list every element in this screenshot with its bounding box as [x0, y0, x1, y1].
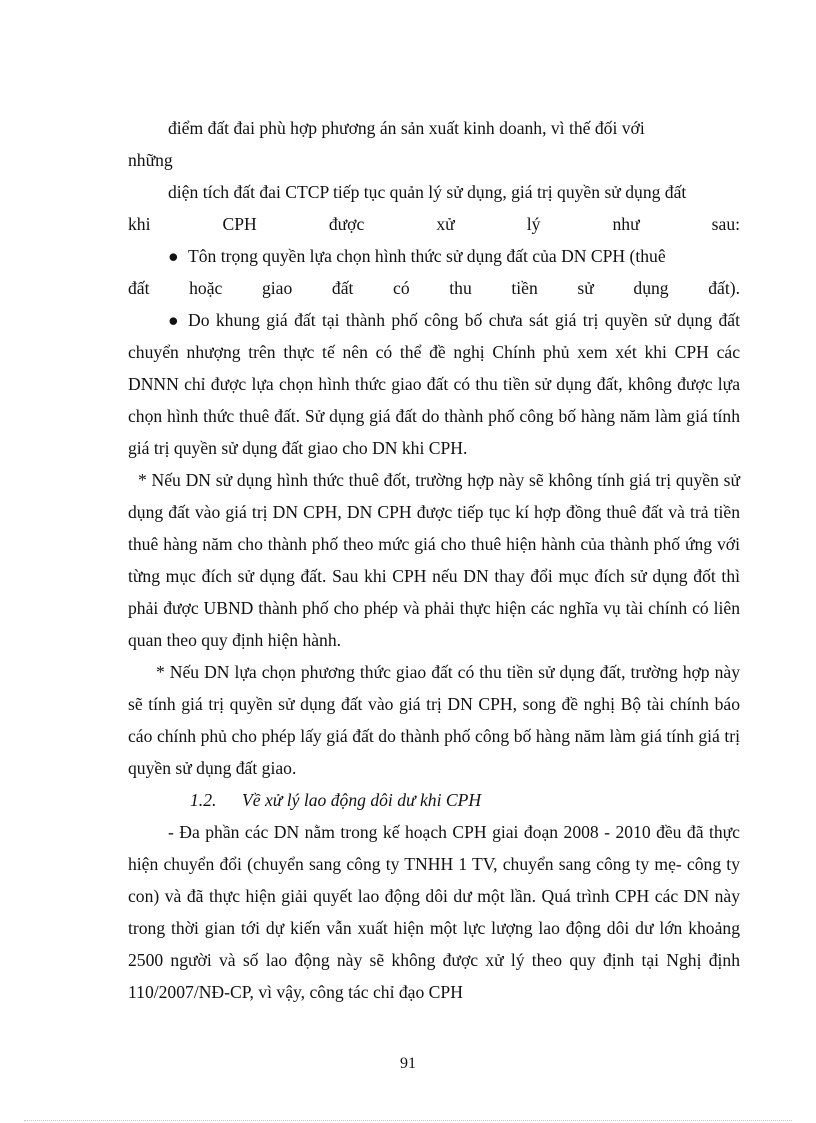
bullet-item-1-text: Tôn trọng quyền lựa chọn hình thức sử dụng đất của DN CPH (thuê — [188, 246, 666, 266]
section-heading — [128, 784, 740, 816]
bullet-icon: ● — [168, 310, 179, 330]
bullet-item-2 — [128, 304, 740, 464]
final-paragraph: - Đa phần các DN nằm trong kế hoạch CPH giai đoạn 2008 - 2010 đều đã thực hiện chuyển đổi (chuyển sang công ty TNHH 1 TV, chuyển sang công ty mẹ- công ty con) và đã thực hiện giải quyết lao động dôi dư một lần. Quá trình CPH các DN này trong thời gian tới dự kiến vẫn xuất hiện một lực lượng lao động dôi dư lớn khoảng 2500 người và số lao động này sẽ không được xử lý theo quy định tại Nghị định 110/2007/NĐ-CP, vì vậy, công tác chỉ đạo CPH — [128, 822, 740, 1002]
section-heading-number: 1.2. — [190, 790, 217, 810]
bullet-item-1 — [128, 240, 740, 272]
page-number: 91 — [400, 1055, 416, 1072]
paragraph-line-3: diện tích đất đai CTCP tiếp tục quản lý sử dụng, giá trị quyền sử dụng đất — [168, 182, 687, 202]
bullet-item-1-continuation: đất hoặc giao đất có thu tiền sử dụng đất). — [128, 278, 740, 298]
paragraph-line-1: điểm đất đai phù hợp phương án sản xuất kinh doanh, vì thế đối với — [168, 118, 645, 138]
star-paragraph-2: * Nếu DN lựa chọn phương thức giao đất có thu tiền sử dụng đất, trường hợp này sẽ tính giá trị quyền sử dụng đất vào giá trị DN CPH, song đề nghị Bộ tài chính báo cáo chính phủ cho phép lấy giá đất do thành phố công bố hàng năm làm giá tính giá trị quyền sử dụng đất giao. — [128, 662, 740, 778]
bullet-icon: ● — [168, 246, 179, 266]
section-heading-title: Về xử lý lao động dôi dư khi CPH — [242, 790, 482, 810]
bullet-item-2-text: Do khung giá đất tại thành phố công bố chưa sát giá trị quyền sử dụng đất chuyển nhượng trên thực tế nên có thể đề nghị Chính phủ xem xét khi CPH các DNNN chỉ được lựa chọn hình thức giao đất có thu tiền sử dụng đất, không được lựa chọn hình thức thuê đất. Sử dụng giá đất do thành phố công bố hàng năm làm giá tính giá trị quyền sử dụng đất giao cho DN khi CPH. — [128, 310, 740, 458]
page-bottom-divider — [24, 1120, 792, 1121]
paragraph-line-2: những — [128, 150, 173, 170]
star-paragraph-1: * Nếu DN sử dụng hình thức thuê đốt, trường hợp này sẽ không tính giá trị quyền sử dụng đất vào giá trị DN CPH, DN CPH được tiếp tục kí hợp đồng thuê đất và trả tiền thuê hàng năm cho thành phố theo mức giá cho thuê hiện hành của thành phố ứng với từng mục đích sử dụng đất. Sau khi CPH nếu DN thay đổi mục đích sử dụng đốt thì phải được UBND thành phố cho phép và phải thực hiện các nghĩa vụ tài chính có liên quan theo quy định hiện hành. — [128, 470, 740, 650]
paragraph-line-4: khi CPH được xử lý như sau: — [128, 214, 740, 234]
body-text — [128, 112, 740, 1008]
